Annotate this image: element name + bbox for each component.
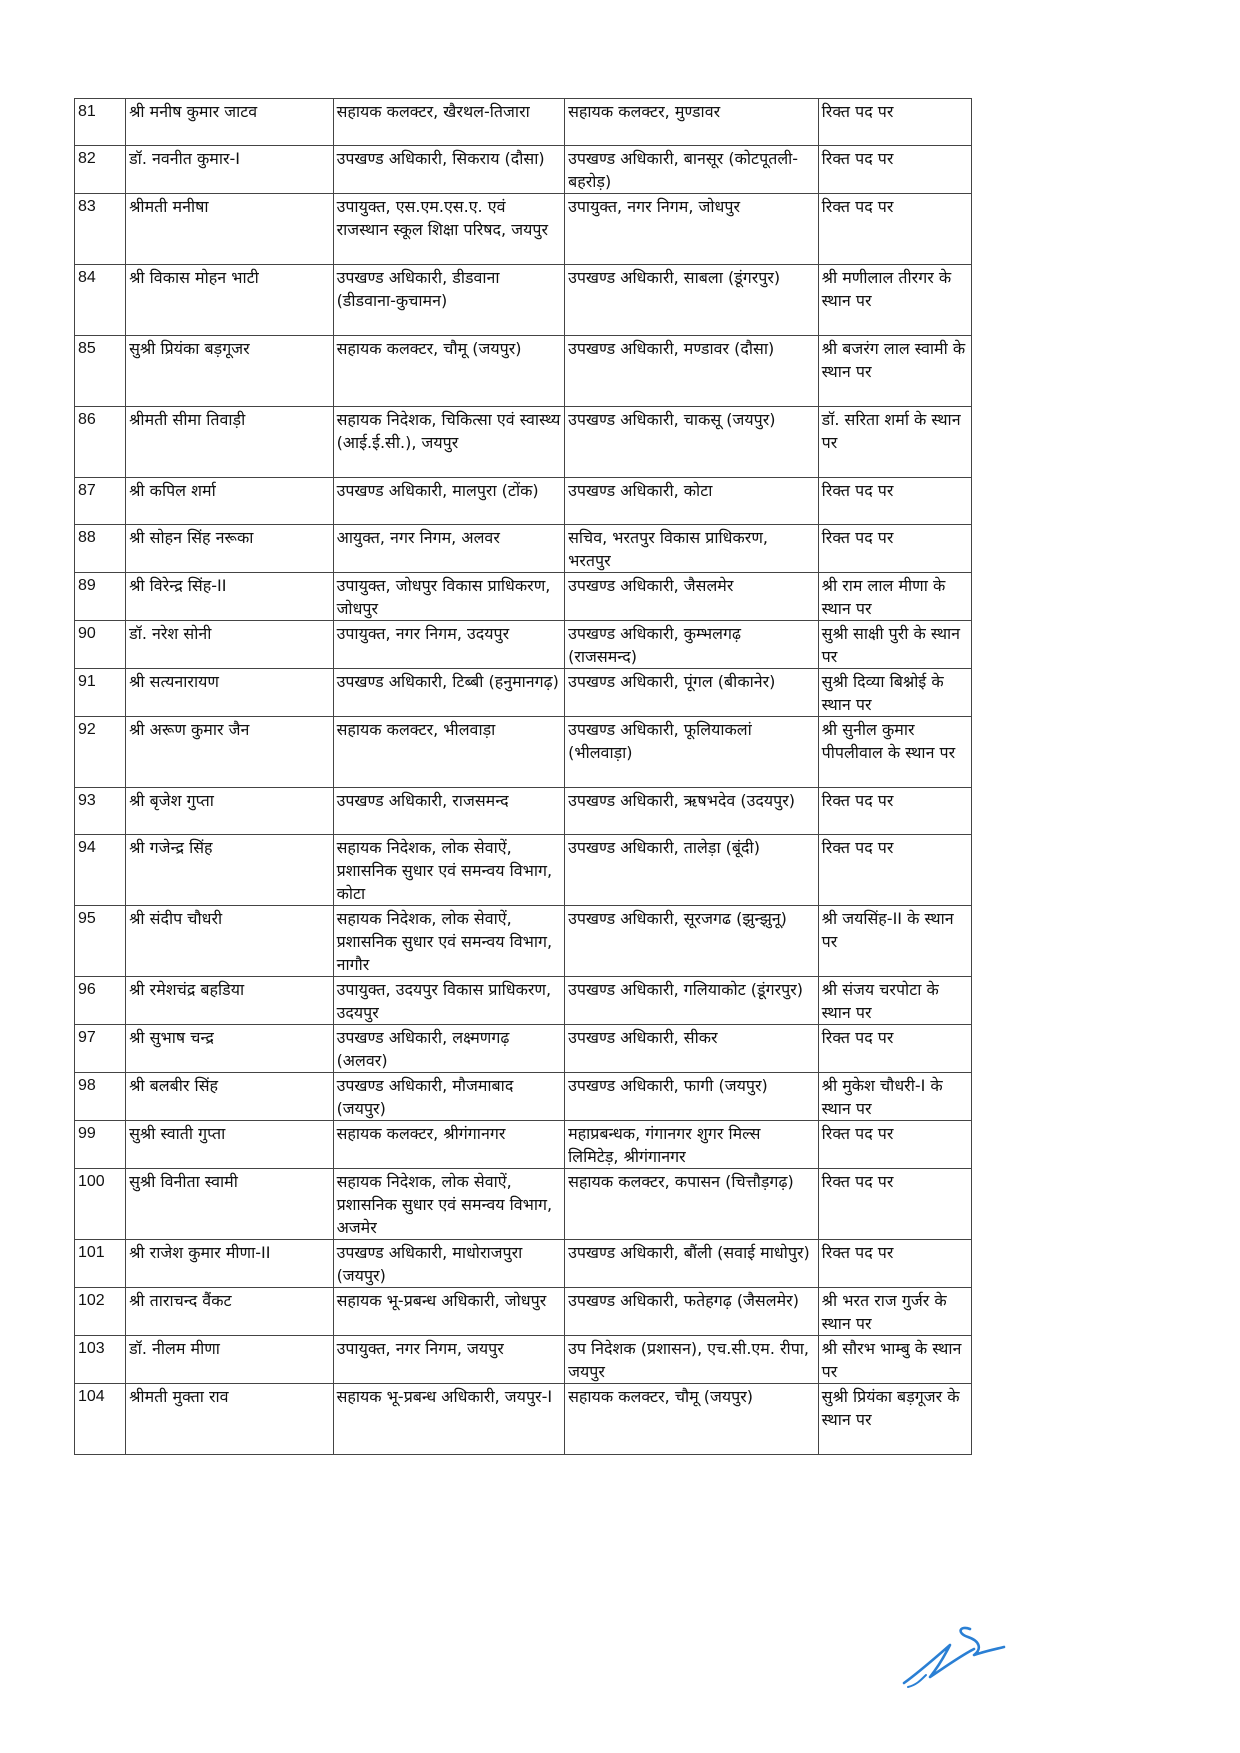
officer-name-cell: श्री ताराचन्द वैंकट <box>126 1288 333 1336</box>
transfer-table <box>74 98 972 1455</box>
current-post-cell: उपखण्ड अधिकारी, राजसमन्द <box>333 788 565 835</box>
table-row <box>75 788 972 835</box>
remark-cell: सुश्री प्रियंका बड़गूजर के स्थान पर <box>818 1384 971 1455</box>
officer-name-cell: श्रीमती मनीषा <box>126 194 333 265</box>
new-posting-cell: उपखण्ड अधिकारी, कुम्भलगढ़ (राजसमन्द) <box>565 621 819 669</box>
new-posting-cell: सहायक कलक्टर, मुण्डावर <box>565 99 819 146</box>
remark-cell: श्री भरत राज गुर्जर के स्थान पर <box>818 1288 971 1336</box>
current-post-cell: सहायक निदेशक, चिकित्सा एवं स्वास्थ्य (आई.ई.सी.), जयपुर <box>333 407 565 478</box>
new-posting-cell: उपायुक्त, नगर निगम, जोधपुर <box>565 194 819 265</box>
remark-cell: रिक्त पद पर <box>818 525 971 573</box>
officer-name-cell: डॉ. नरेश सोनी <box>126 621 333 669</box>
row-number-cell: 92 <box>75 717 126 788</box>
new-posting-cell: उपखण्ड अधिकारी, मण्डावर (दौसा) <box>565 336 819 407</box>
officer-name-cell: सुश्री स्वाती गुप्ता <box>126 1121 333 1169</box>
officer-name-cell: श्री विरेन्द्र सिंह-II <box>126 573 333 621</box>
remark-cell: रिक्त पद पर <box>818 788 971 835</box>
remark-cell: श्री बजरंग लाल स्वामी के स्थान पर <box>818 336 971 407</box>
officer-name-cell: श्री गजेन्द्र सिंह <box>126 835 333 906</box>
row-number-cell: 98 <box>75 1073 126 1121</box>
new-posting-cell: महाप्रबन्धक, गंगानगर शुगर मिल्स लिमिटेड़, श्रीगंगानगर <box>565 1121 819 1169</box>
new-posting-cell: उप निदेशक (प्रशासन), एच.सी.एम. रीपा, जयपुर <box>565 1336 819 1384</box>
officer-name-cell: सुश्री विनीता स्वामी <box>126 1169 333 1240</box>
row-number-cell: 97 <box>75 1025 126 1073</box>
officer-name-cell: श्रीमती सीमा तिवाड़ी <box>126 407 333 478</box>
officer-name-cell: श्री बृजेश गुप्ता <box>126 788 333 835</box>
new-posting-cell: सहायक कलक्टर, चौमू (जयपुर) <box>565 1384 819 1455</box>
current-post-cell: उपखण्ड अधिकारी, टिब्बी (हनुमानगढ़) <box>333 669 565 717</box>
new-posting-cell: सचिव, भरतपुर विकास प्राधिकरण, भरतपुर <box>565 525 819 573</box>
new-posting-cell: उपखण्ड अधिकारी, साबला (डूंगरपुर) <box>565 265 819 336</box>
table-row <box>75 146 972 194</box>
current-post-cell: उपखण्ड अधिकारी, लक्ष्मणगढ़ (अलवर) <box>333 1025 565 1073</box>
remark-cell: श्री राम लाल मीणा के स्थान पर <box>818 573 971 621</box>
current-post-cell: उपखण्ड अधिकारी, सिकराय (दौसा) <box>333 146 565 194</box>
table-row <box>75 525 972 573</box>
row-number-cell: 93 <box>75 788 126 835</box>
remark-cell: सुश्री साक्षी पुरी के स्थान पर <box>818 621 971 669</box>
officer-name-cell: डॉ. नीलम मीणा <box>126 1336 333 1384</box>
current-post-cell: सहायक कलक्टर, भीलवाड़ा <box>333 717 565 788</box>
officer-name-cell: डॉ. नवनीत कुमार-I <box>126 146 333 194</box>
row-number-cell: 99 <box>75 1121 126 1169</box>
table-row <box>75 1025 972 1073</box>
remark-cell: सुश्री दिव्या बिश्नोई के स्थान पर <box>818 669 971 717</box>
row-number-cell: 83 <box>75 194 126 265</box>
current-post-cell: उपायुक्त, नगर निगम, उदयपुर <box>333 621 565 669</box>
row-number-cell: 85 <box>75 336 126 407</box>
table-row <box>75 407 972 478</box>
table-row <box>75 1384 972 1455</box>
remark-cell: रिक्त पद पर <box>818 1025 971 1073</box>
current-post-cell: सहायक कलक्टर, चौमू (जयपुर) <box>333 336 565 407</box>
new-posting-cell: उपखण्ड अधिकारी, बानसूर (कोटपूतली-बहरोड़) <box>565 146 819 194</box>
remark-cell: श्री सौरभ भाम्बु के स्थान पर <box>818 1336 971 1384</box>
row-number-cell: 81 <box>75 99 126 146</box>
current-post-cell: उपायुक्त, उदयपुर विकास प्राधिकरण, उदयपुर <box>333 977 565 1025</box>
current-post-cell: उपखण्ड अधिकारी, मौजमाबाद (जयपुर) <box>333 1073 565 1121</box>
table-row <box>75 99 972 146</box>
new-posting-cell: उपखण्ड अधिकारी, चाकसू (जयपुर) <box>565 407 819 478</box>
table-row <box>75 336 972 407</box>
row-number-cell: 84 <box>75 265 126 336</box>
current-post-cell: उपायुक्त, नगर निगम, जयपुर <box>333 1336 565 1384</box>
row-number-cell: 86 <box>75 407 126 478</box>
officer-name-cell: श्री राजेश कुमार मीणा-II <box>126 1240 333 1288</box>
new-posting-cell: उपखण्ड अधिकारी, गलियाकोट (डूंगरपुर) <box>565 977 819 1025</box>
new-posting-cell: उपखण्ड अधिकारी, फतेहगढ़ (जैसलमेर) <box>565 1288 819 1336</box>
remark-cell: रिक्त पद पर <box>818 146 971 194</box>
new-posting-cell: उपखण्ड अधिकारी, बौंली (सवाई माधोपुर) <box>565 1240 819 1288</box>
row-number-cell: 96 <box>75 977 126 1025</box>
new-posting-cell: उपखण्ड अधिकारी, फूलियाकलां (भीलवाड़ा) <box>565 717 819 788</box>
current-post-cell: सहायक निदेशक, लोक सेवाऐं, प्रशासनिक सुधार एवं समन्वय विभाग, अजमेर <box>333 1169 565 1240</box>
officer-name-cell: श्री संदीप चौधरी <box>126 906 333 977</box>
remark-cell: रिक्त पद पर <box>818 835 971 906</box>
table-row <box>75 906 972 977</box>
table-row <box>75 478 972 525</box>
row-number-cell: 88 <box>75 525 126 573</box>
current-post-cell: उपायुक्त, एस.एम.एस.ए. एवं राजस्थान स्कूल शिक्षा परिषद, जयपुर <box>333 194 565 265</box>
current-post-cell: सहायक भू-प्रबन्ध अधिकारी, जोधपुर <box>333 1288 565 1336</box>
table-row <box>75 1240 972 1288</box>
table-row <box>75 1288 972 1336</box>
table-row <box>75 1121 972 1169</box>
officer-name-cell: श्री कपिल शर्मा <box>126 478 333 525</box>
new-posting-cell: उपखण्ड अधिकारी, जैसलमेर <box>565 573 819 621</box>
new-posting-cell: उपखण्ड अधिकारी, सूरजगढ (झुन्झुनू) <box>565 906 819 977</box>
remark-cell: श्री मुकेश चौधरी-I के स्थान पर <box>818 1073 971 1121</box>
table-row <box>75 621 972 669</box>
table-row <box>75 1169 972 1240</box>
row-number-cell: 94 <box>75 835 126 906</box>
officer-name-cell: श्री रमेशचंद्र बहडिया <box>126 977 333 1025</box>
current-post-cell: उपायुक्त, जोधपुर विकास प्राधिकरण, जोधपुर <box>333 573 565 621</box>
current-post-cell: सहायक कलक्टर, खैरथल-तिजारा <box>333 99 565 146</box>
new-posting-cell: उपखण्ड अधिकारी, तालेड़ा (बूंदी) <box>565 835 819 906</box>
officer-name-cell: श्री सोहन सिंह नरूका <box>126 525 333 573</box>
officer-name-cell: श्री बलबीर सिंह <box>126 1073 333 1121</box>
table-row <box>75 573 972 621</box>
current-post-cell: उपखण्ड अधिकारी, डीडवाना (डीडवाना-कुचामन) <box>333 265 565 336</box>
officer-name-cell: सुश्री प्रियंका बड़गूजर <box>126 336 333 407</box>
row-number-cell: 89 <box>75 573 126 621</box>
remark-cell: रिक्त पद पर <box>818 478 971 525</box>
current-post-cell: उपखण्ड अधिकारी, मालपुरा (टोंक) <box>333 478 565 525</box>
table-row <box>75 265 972 336</box>
officer-name-cell: श्री अरूण कुमार जैन <box>126 717 333 788</box>
current-post-cell: सहायक भू-प्रबन्ध अधिकारी, जयपुर-I <box>333 1384 565 1455</box>
officer-name-cell: श्रीमती मुक्ता राव <box>126 1384 333 1455</box>
table-row <box>75 977 972 1025</box>
remark-cell: रिक्त पद पर <box>818 1169 971 1240</box>
remark-cell: डॉ. सरिता शर्मा के स्थान पर <box>818 407 971 478</box>
remark-cell: श्री जयसिंह-II के स्थान पर <box>818 906 971 977</box>
row-number-cell: 95 <box>75 906 126 977</box>
remark-cell: रिक्त पद पर <box>818 1240 971 1288</box>
remark-cell: रिक्त पद पर <box>818 99 971 146</box>
current-post-cell: सहायक कलक्टर, श्रीगंगानगर <box>333 1121 565 1169</box>
table-row <box>75 835 972 906</box>
table-row <box>75 1073 972 1121</box>
officer-name-cell: श्री विकास मोहन भाटी <box>126 265 333 336</box>
current-post-cell: उपखण्ड अधिकारी, माधोराजपुरा (जयपुर) <box>333 1240 565 1288</box>
row-number-cell: 102 <box>75 1288 126 1336</box>
row-number-cell: 90 <box>75 621 126 669</box>
table-row <box>75 1336 972 1384</box>
remark-cell: श्री सुनील कुमार पीपलीवाल के स्थान पर <box>818 717 971 788</box>
new-posting-cell: उपखण्ड अधिकारी, फागी (जयपुर) <box>565 1073 819 1121</box>
signature-icon <box>900 1615 1010 1690</box>
table-row <box>75 669 972 717</box>
table-row <box>75 717 972 788</box>
new-posting-cell: सहायक कलक्टर, कपासन (चित्तौड़गढ़) <box>565 1169 819 1240</box>
new-posting-cell: उपखण्ड अधिकारी, पूंगल (बीकानेर) <box>565 669 819 717</box>
row-number-cell: 103 <box>75 1336 126 1384</box>
new-posting-cell: उपखण्ड अधिकारी, ऋषभदेव (उदयपुर) <box>565 788 819 835</box>
transfer-table-body <box>75 99 972 1455</box>
row-number-cell: 87 <box>75 478 126 525</box>
row-number-cell: 82 <box>75 146 126 194</box>
officer-name-cell: श्री सुभाष चन्द्र <box>126 1025 333 1073</box>
current-post-cell: सहायक निदेशक, लोक सेवाऐं, प्रशासनिक सुधार एवं समन्वय विभाग, नागौर <box>333 906 565 977</box>
remark-cell: रिक्त पद पर <box>818 194 971 265</box>
new-posting-cell: उपखण्ड अधिकारी, सीकर <box>565 1025 819 1073</box>
row-number-cell: 101 <box>75 1240 126 1288</box>
officer-name-cell: श्री सत्यनारायण <box>126 669 333 717</box>
row-number-cell: 100 <box>75 1169 126 1240</box>
table-row <box>75 194 972 265</box>
row-number-cell: 91 <box>75 669 126 717</box>
new-posting-cell: उपखण्ड अधिकारी, कोटा <box>565 478 819 525</box>
remark-cell: रिक्त पद पर <box>818 1121 971 1169</box>
current-post-cell: आयुक्त, नगर निगम, अलवर <box>333 525 565 573</box>
remark-cell: श्री संजय चरपोटा के स्थान पर <box>818 977 971 1025</box>
row-number-cell: 104 <box>75 1384 126 1455</box>
remark-cell: श्री मणीलाल तीरगर के स्थान पर <box>818 265 971 336</box>
current-post-cell: सहायक निदेशक, लोक सेवाऐं, प्रशासनिक सुधार एवं समन्वय विभाग, कोटा <box>333 835 565 906</box>
officer-name-cell: श्री मनीष कुमार जाटव <box>126 99 333 146</box>
